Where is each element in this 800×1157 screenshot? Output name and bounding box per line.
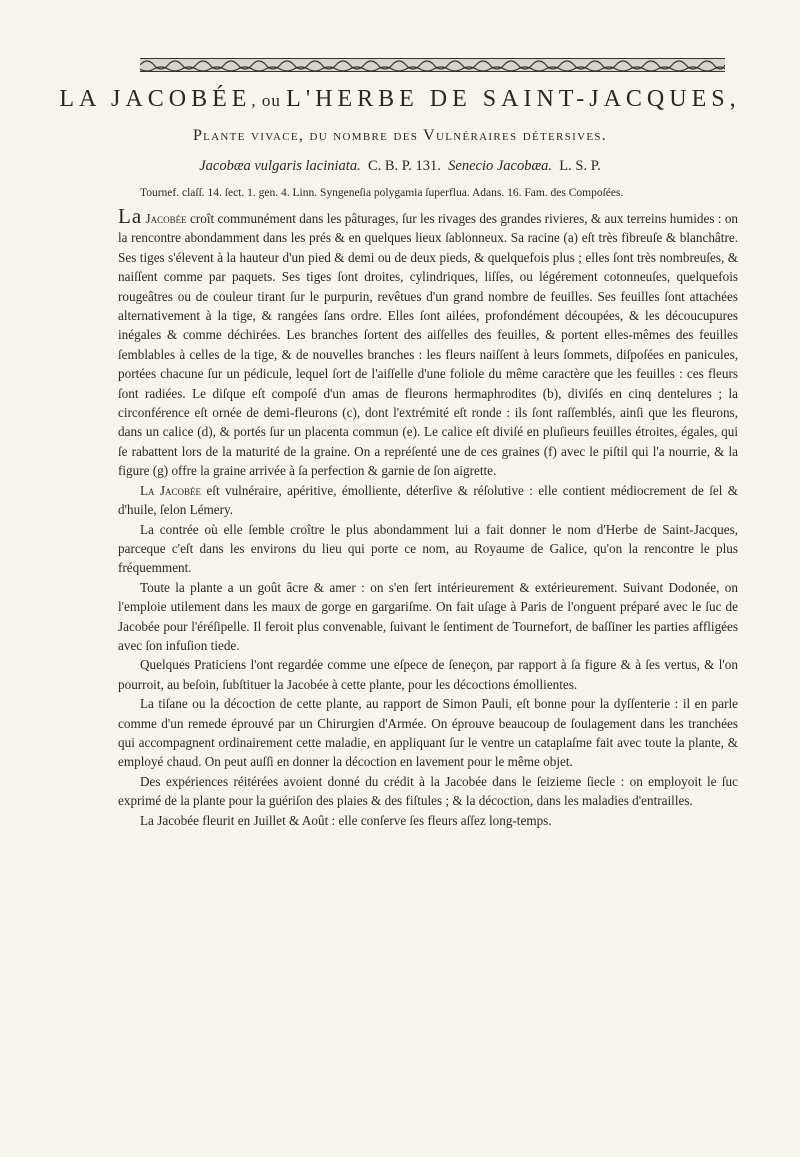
- drop-cap: La: [118, 204, 143, 228]
- page-subtitle: [0, 127, 800, 145]
- plant-name-2: La Jacobée: [140, 482, 202, 498]
- plant-name: Jacobée: [145, 211, 187, 226]
- title-main: LA JACOBÉE: [59, 86, 252, 112]
- paragraph-5: Quelques Praticiens l'ont regardée comme une eſpece de ſeneçon, par rapport à ſa figure & à ſes vertus, & l'on pourroit, au beſoin, ſubſtituer la Jacobée à cette plante, pour les décoctions émollientes.: [118, 657, 738, 692]
- paragraph-7: Des expériences réitérées avoient donné du crédit à la Jacobée dans le ſeizieme ſiecle : on employoit le ſuc exprimé de la plante pour la guériſon des plaies & des fiſtules ; & la décoction, dans les maladies d'entrailles.: [118, 773, 738, 809]
- page-title: [0, 86, 800, 113]
- paragraph-2: [118, 481, 738, 520]
- title-connector: , ou: [251, 91, 287, 110]
- classification-references: Tournef. claſſ. 14. ſect. 1. gen. 4. Linn. Syngeneſia polygamia ſuperflua. Adans. 16. Fam. des Compoſées.: [140, 187, 624, 199]
- synonym-latin: Jacobæa vulgaris laciniata.: [199, 158, 361, 174]
- paragraph-3: La contrée où elle ſemble croître le plus abondamment lui a fait donner le nom d'Herbe de Saint-Jacques, parceque c'eſt dans les environs du lieu qui porte ce nom, au Royaume de Galice, qu'on la rencontre le plus fréquemment.: [118, 521, 738, 576]
- title-alternate: L'HERBE DE SAINT-JACQUES,: [286, 86, 741, 112]
- synonym-cbp: C. B. P. 131.: [367, 158, 441, 174]
- paragraph-8: La Jacobée fleurit en Juillet & Août : elle conſerve ſes fleurs aſſez long-temps.: [140, 812, 552, 828]
- synonym-linnaeus-latin: Senecio Jacobæa.: [448, 158, 553, 174]
- paragraph-6: La tiſane ou la décoction de cette plante, au rapport de Simon Pauli, eſt bonne pour la dyſſenterie : il en parle comme d'un remede éprouvé par un Chirurgien d'Armée. On éprouve beaucoup de ſoulagement dans les tranchées qui accompagnent ordinairement cette maladie, en appliquant ſur le ventre un cataplaſme fait avec toute la plante, & employé chaud. On peut auſſi en donner la décoction en lavement pour le même objet.: [118, 696, 738, 770]
- synonymy-line: [0, 158, 800, 175]
- decorative-ornament-band: [140, 56, 725, 74]
- paragraph-1-text: croît communément dans les pâturages, ſur les rivages des grandes rivieres, & aux terreins humides : on la rencontre abondamment dans les prés & en quelques lieux ſablonneux. Sa racine (a) eſt très fibreuſe & blanchâtre. Ses tiges s'élevent à la hauteur d'un pied & demi ou de deux pieds, & quelquefois plus ; elles ſont très nombreuſes, & naiſſent comme par paquets. Ses tiges ſont droites, cylindriques, liſſes, ou légérement cotonneuſes, quelquefois rougeâtres ou de couleur tirant ſur le purpurin, revêtues d'un grand nombre de feuilles. Ses feuilles ſont attachées alternativement à la tige, & rangées ſans ordre. Elles ſont ailées, profondément découpées, & les découcupures inégales & comme déchirées. Les branches ſortent des aiſſelles des feuilles, & portent elles-mêmes des feuilles ſemblables à celles de la tige, & de nouvelles branches : les fleurs naiſſent à leurs ſommets, diſpoſées en panicules, portées chacune ſur un pédicule, lequel ſort de l'aiſſelle d'une foliole du même caractère que les feuilles : ces fleurs ſont radiées. Le diſque eſt compoſé d'un amas de fleurons hermaphrodites (b), diviſés en cinq dentelures ; la circonférence eſt ornée de demi-fleurons (c), dont l'extrémité eſt ronde : ils ſont raſſemblés, ainſi que les fleurons, dans un calice (d), & portés ſur un placenta commun (e). Le calice eſt diviſé en pluſieurs feuilles étroites, égales, qui ſe rabattent lors de la maturité de la graine. On a repréſenté une de ces graines (f) avec le piſtil qui l'a nourrie, & la figure (g) offre la graine arrivée à ſa perfection & garnie de ſon aigrette.: [118, 211, 739, 479]
- paragraph-4: Toute la plante a un goût âcre & amer : on s'en ſert intérieurement & extérieurement. Suivant Dodonée, on l'emploie utilement dans les maux de gorge en gargariſme. On fait uſage à Paris de l'onguent préparé avec le ſuc de Jacobée pour l'éréſipelle. Il feroit plus convenable, ſuivant le ſentiment de Tournefort, de baſſiner les parties affligées avec ſon infuſion tiede.: [118, 579, 738, 653]
- paragraph-2-text: eſt vulnéraire, apéritive, émolliente, déterſive & réſolutive : elle contient médiocrement de ſel & d'huile, ſelon Lémery.: [118, 482, 739, 518]
- article-body: [118, 204, 739, 830]
- synonym-linnaeus: L. S. P.: [559, 158, 601, 174]
- subtitle-text: Plante vivace, du nombre des Vulnéraires détersives.: [192, 127, 608, 144]
- paragraph-1: [118, 204, 739, 481]
